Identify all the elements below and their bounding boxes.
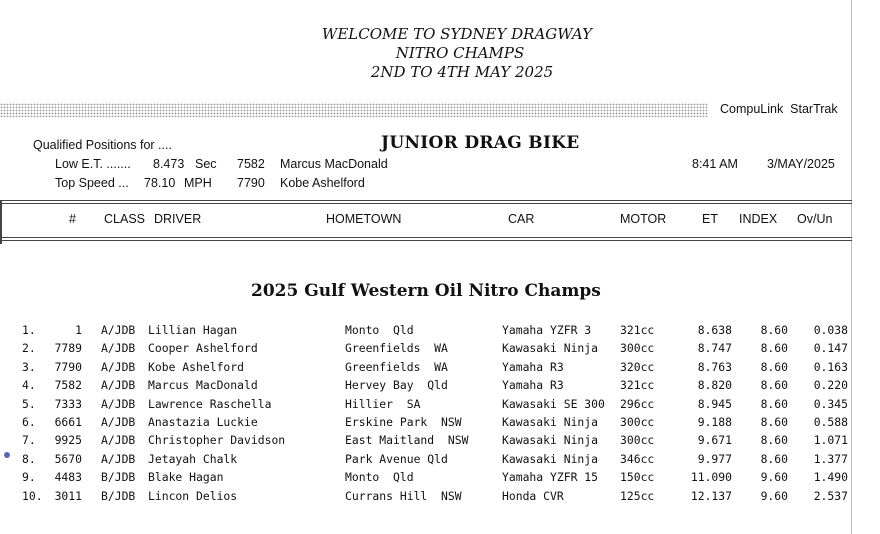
cell-pos: 8. (22, 451, 36, 466)
cell-class: B/JDB (101, 488, 136, 503)
cell-ovun: 0.163 (813, 359, 848, 374)
top-speed-unit: MPH (184, 176, 212, 190)
cell-hometown: Monto Qld (345, 323, 414, 337)
cell-num: 7333 (54, 396, 82, 411)
cell-ovun: 1.490 (813, 470, 848, 485)
cell-ovun: 0.220 (813, 378, 848, 393)
cell-ovun: 1.377 (813, 451, 848, 466)
report-date: 3/MAY/2025 (767, 157, 835, 171)
table-row (0, 341, 860, 359)
table-row (0, 415, 860, 433)
header-welcome: WELCOME TO SYDNEY DRAGWAY (321, 25, 593, 43)
header-bottom-rule-2 (0, 240, 852, 241)
col-car: CAR (508, 212, 535, 226)
cell-et: 8.945 (697, 396, 732, 411)
cell-ovun: 0.588 (813, 415, 848, 429)
cell-car: Yamaha YZFR 3 (502, 323, 592, 337)
cell-motor: 150cc (620, 470, 655, 485)
col-number: # (69, 212, 76, 226)
cell-num: 3011 (54, 488, 82, 503)
cell-class: A/JDB (101, 378, 136, 393)
low-et-value: 8.473 (153, 157, 185, 171)
cell-motor: 300cc (620, 341, 655, 356)
cell-num: 1 (75, 323, 82, 337)
cell-driver: Anastazia Luckie (148, 415, 258, 429)
cell-driver: Lincon Delios (148, 488, 238, 503)
report-time: 8:41 AM (692, 157, 738, 171)
cell-driver: Lillian Hagan (148, 323, 238, 337)
cell-hometown: Erskine Park NSW (345, 415, 462, 429)
cell-et: 8.638 (697, 323, 732, 337)
cell-pos: 9. (22, 470, 36, 485)
table-row (0, 433, 860, 451)
header-top-rule (0, 200, 852, 201)
header-bottom-rule (0, 237, 852, 238)
table-row (0, 470, 860, 488)
cell-index: 8.60 (760, 359, 788, 374)
cell-car: Honda CVR (502, 488, 564, 503)
cell-hometown: Hillier SA (345, 396, 421, 411)
cell-pos: 3. (22, 359, 36, 374)
cell-class: A/JDB (101, 396, 136, 411)
cell-pos: 6. (22, 415, 36, 429)
cell-pos: 10. (22, 488, 43, 503)
col-index: INDEX (739, 212, 778, 226)
cell-driver: Marcus MacDonald (148, 378, 258, 393)
cell-num: 7582 (54, 378, 82, 393)
table-row (0, 489, 860, 507)
low-et-unit: Sec (195, 157, 217, 171)
cell-hometown: Currans Hill NSW (345, 488, 462, 503)
event-title: 2025 Gulf Western Oil Nitro Champs (251, 281, 601, 301)
cell-driver: Blake Hagan (148, 470, 224, 485)
top-speed-value: 78.10 (144, 176, 176, 190)
cell-num: 5670 (54, 451, 82, 466)
cell-num: 7789 (54, 341, 82, 356)
cell-num: 4483 (54, 470, 82, 485)
top-speed-number: 7790 (237, 176, 265, 190)
cell-motor: 321cc (620, 323, 655, 337)
cell-driver: Christopher Davidson (148, 433, 286, 448)
cell-car: Kawasaki Ninja (502, 451, 599, 466)
cell-ovun: 0.345 (813, 396, 848, 411)
col-et: ET (702, 212, 718, 226)
cell-motor: 300cc (620, 415, 655, 429)
cell-driver: Lawrence Raschella (148, 396, 272, 411)
row-marker-icon (4, 452, 10, 458)
cell-index: 8.60 (760, 451, 788, 466)
low-et-number: 7582 (237, 157, 265, 171)
cell-hometown: Greenfields WA (345, 359, 448, 374)
cell-index: 8.60 (760, 415, 788, 429)
cell-motor: 125cc (620, 488, 655, 503)
col-driver: DRIVER (154, 212, 202, 226)
col-class: CLASS (104, 212, 145, 226)
cell-pos: 1. (22, 323, 36, 337)
table-row (0, 378, 860, 396)
cell-class: A/JDB (101, 415, 136, 429)
cell-index: 8.60 (760, 433, 788, 448)
cell-hometown: East Maitland NSW (345, 433, 469, 448)
cell-car: Kawasaki Ninja (502, 341, 599, 356)
cell-et: 11.090 (690, 470, 732, 485)
cell-motor: 346cc (620, 451, 655, 466)
table-row (0, 452, 860, 470)
cell-index: 8.60 (760, 396, 788, 411)
cell-et: 8.820 (697, 378, 732, 393)
qualified-positions-title: Qualified Positions for .... (33, 138, 172, 152)
cell-pos: 4. (22, 378, 36, 393)
cell-car: Kawasaki Ninja (502, 433, 599, 448)
cell-ovun: 0.038 (813, 323, 848, 337)
header-top-rule-2 (0, 203, 852, 204)
cell-num: 7790 (54, 359, 82, 374)
cell-et: 9.977 (697, 451, 732, 466)
cell-ovun: 2.537 (813, 488, 848, 503)
cell-index: 9.60 (760, 470, 788, 485)
cell-car: Yamaha YZFR 15 (502, 470, 599, 485)
top-speed-driver: Kobe Ashelford (280, 176, 365, 190)
cell-hometown: Monto Qld (345, 470, 414, 485)
cell-car: Kawasaki SE 300 (502, 396, 605, 411)
cell-class: A/JDB (101, 433, 136, 448)
header-event-name: NITRO CHAMPS (395, 44, 525, 62)
dotted-separator (0, 103, 708, 117)
col-ovun: Ov/Un (797, 212, 833, 226)
cell-num: 9925 (54, 433, 82, 448)
vendor-label: CompuLink StarTrak (720, 102, 838, 116)
col-hometown: HOMETOWN (326, 212, 402, 226)
col-motor: MOTOR (620, 212, 667, 226)
cell-class: A/JDB (101, 451, 136, 466)
cell-car: Yamaha R3 (502, 359, 564, 374)
table-row (0, 323, 860, 341)
cell-motor: 320cc (620, 359, 655, 374)
cell-et: 9.188 (697, 415, 732, 429)
cell-pos: 7. (22, 433, 36, 448)
cell-class: B/JDB (101, 470, 136, 485)
cell-et: 8.747 (697, 341, 732, 356)
cell-et: 9.671 (697, 433, 732, 448)
low-et-driver: Marcus MacDonald (280, 157, 388, 171)
cell-driver: Kobe Ashelford (148, 359, 245, 374)
cell-ovun: 0.147 (813, 341, 848, 356)
cell-car: Yamaha R3 (502, 378, 564, 393)
table-row (0, 360, 860, 378)
cell-index: 8.60 (760, 378, 788, 393)
top-speed-label: Top Speed ... (55, 176, 129, 190)
cell-pos: 5. (22, 396, 36, 411)
cell-class: A/JDB (101, 341, 136, 356)
cell-car: Kawasaki Ninja (502, 415, 599, 429)
cell-num: 6661 (54, 415, 82, 429)
cell-et: 12.137 (690, 488, 732, 503)
cell-index: 8.60 (760, 341, 788, 356)
cell-ovun: 1.071 (813, 433, 848, 448)
cell-et: 8.763 (697, 359, 732, 374)
cell-class: A/JDB (101, 359, 136, 374)
cell-driver: Cooper Ashelford (148, 341, 258, 356)
cell-index: 9.60 (760, 488, 788, 503)
cell-index: 8.60 (760, 323, 788, 337)
cell-motor: 321cc (620, 378, 655, 393)
table-row (0, 397, 860, 415)
cell-motor: 300cc (620, 433, 655, 448)
class-title: JUNIOR DRAG BIKE (381, 133, 580, 153)
cell-hometown: Greenfields WA (345, 341, 448, 356)
cell-hometown: Park Avenue Qld (345, 451, 448, 466)
cell-hometown: Hervey Bay Qld (345, 378, 448, 393)
header-dates: 2ND TO 4TH MAY 2025 (370, 63, 554, 81)
low-et-label: Low E.T. ....... (55, 157, 131, 171)
cell-motor: 296cc (620, 396, 655, 411)
cell-driver: Jetayah Chalk (148, 451, 238, 466)
cell-pos: 2. (22, 341, 36, 356)
cell-class: A/JDB (101, 323, 136, 337)
